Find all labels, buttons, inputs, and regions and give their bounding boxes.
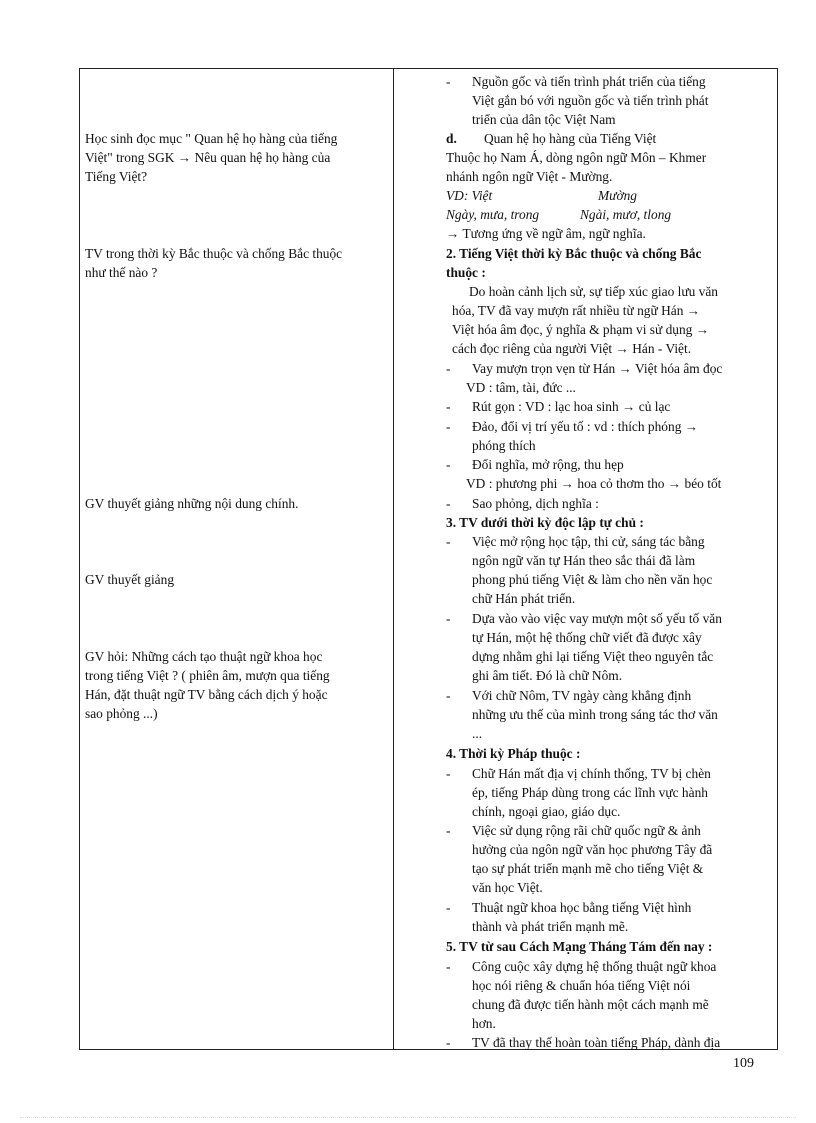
bullet-dash: - <box>446 361 451 376</box>
bullet-dash: - <box>446 611 451 626</box>
bullet-dash: - <box>446 900 451 915</box>
s3-bullet1-line1: Việc mở rộng học tập, thi cử, sáng tác bằng <box>472 534 705 549</box>
page-number: 109 <box>733 1056 754 1071</box>
s3-bullet2-line4: ghi âm tiết. Đó là chữ Nôm. <box>472 668 623 683</box>
s3-bullet2-line2: tự Hán, một hệ thống chữ viết đã được xây <box>472 630 702 645</box>
example-head-right: Mường <box>598 188 637 203</box>
s5-bullet1-line3: chung đã được tiến hành một cách mạnh mẽ <box>472 997 709 1012</box>
bullet-dash: - <box>446 74 451 89</box>
s2-bullet5: Sao phỏng, dịch nghĩa : <box>472 496 599 511</box>
s3-bullet3-line2: những ưu thế của mình trong sáng tác thơ văn <box>472 707 718 722</box>
correspond-line: → Tương ứng về ngữ âm, ngữ nghĩa. <box>446 226 646 241</box>
s5-bullet1-line1: Công cuộc xây dựng hệ thống thuật ngữ khoa <box>472 959 717 974</box>
s4-bullet3-line2: thành và phát triển mạnh mẽ. <box>472 919 629 934</box>
bullet-dash: - <box>446 766 451 781</box>
left-q5-line3: Hán, đặt thuật ngữ TV bằng cách dịch ý hoặc <box>85 687 328 702</box>
column-divider <box>393 68 394 1050</box>
s4-bullet2-line1: Việc sử dụng rộng rãi chữ quốc ngữ & ảnh <box>472 823 701 838</box>
left-q5-line1: GV hỏi: Những cách tạo thuật ngữ khoa học <box>85 649 323 664</box>
s2-bullet1-example: VD : tâm, tài, đức ... <box>466 380 576 395</box>
origin-line3: triển của dân tộc Việt Nam <box>472 112 616 127</box>
section-2-para-line4: cách đọc riêng của người Việt → Hán - Việt. <box>452 341 692 356</box>
example-left: Ngày, mưa, trong <box>446 207 540 222</box>
section-2-title-line2: thuộc : <box>446 265 486 280</box>
bullet-dash: - <box>446 688 451 703</box>
s5-bullet2: TV đã thay thế hoàn toàn tiếng Pháp, dành địa <box>472 1035 721 1050</box>
section-d-label: d. <box>446 131 457 146</box>
section-5-title: 5. TV từ sau Cách Mạng Tháng Tám đến nay : <box>446 939 713 954</box>
s2-bullet2: Rút gọn : VD : lạc hoa sinh → củ lạc <box>472 399 671 414</box>
section-2-para-line1: Do hoàn cảnh lịch sử, sự tiếp xúc giao lưu văn <box>469 284 718 299</box>
bullet-dash: - <box>446 419 451 434</box>
s2-bullet1: Vay mượn trọn vẹn từ Hán → Việt hóa âm đọc <box>472 361 723 376</box>
s4-bullet1-line1: Chữ Hán mất địa vị chính thống, TV bị chèn <box>472 766 711 781</box>
origin-line1: Nguồn gốc và tiến trình phát triển của tiếng <box>472 74 706 89</box>
example-right: Ngài, mươ, tlong <box>580 207 672 222</box>
s3-bullet1-line4: chữ Hán phát triển. <box>472 591 576 606</box>
bullet-dash: - <box>446 496 451 511</box>
s2-bullet4: Đổi nghĩa, mở rộng, thu hẹp <box>472 457 624 472</box>
s3-bullet1-line3: phong phú tiếng Việt & làm cho nền văn học <box>472 572 713 587</box>
s4-bullet2-line3: tạo sự phát triển mạnh mẽ cho tiếng Việt & <box>472 861 704 876</box>
family-line2: nhánh ngôn ngữ Việt - Mường. <box>446 169 613 184</box>
family-line1: Thuộc họ Nam Á, dòng ngôn ngữ Môn – Khmer <box>446 150 707 165</box>
section-2-para-line2: hóa, TV đã vay mượn rất nhiều từ ngữ Hán → <box>452 303 701 318</box>
bullet-dash: - <box>446 959 451 974</box>
s2-bullet3-line2: phóng thích <box>472 438 536 453</box>
s3-bullet2-line1: Dựa vào vào việc vay mượn một số yếu tố văn <box>472 611 722 626</box>
section-4-title: 4. Thời kỳ Pháp thuộc : <box>446 746 581 761</box>
s3-bullet3-line1: Với chữ Nôm, TV ngày càng khẳng định <box>472 688 692 703</box>
left-q1-line2: Việt" trong SGK → Nêu quan hệ họ hàng của <box>85 150 331 165</box>
section-2-title-line1: 2. Tiếng Việt thời kỳ Bắc thuộc và chống Bắc <box>446 246 702 261</box>
s4-bullet3-line1: Thuật ngữ khoa học bằng tiếng Việt hình <box>472 900 692 915</box>
s5-bullet1-line2: học nói riêng & chuẩn hóa tiếng Việt nói <box>472 978 691 993</box>
s4-bullet2-line4: văn học Việt. <box>472 880 543 895</box>
s2-bullet3-line1: Đảo, đổi vị trí yếu tố : vd : thích phóng → <box>472 419 699 434</box>
section-2-para-line3: Việt hóa âm đọc, ý nghĩa & phạm vi sử dụng → <box>452 322 710 337</box>
s4-bullet1-line3: chính, ngoại giao, giáo dục. <box>472 804 621 819</box>
section-d-title: Quan hệ họ hàng của Tiếng Việt <box>484 131 657 146</box>
s4-bullet2-line2: hưởng của ngôn ngữ văn học phương Tây đã <box>472 842 713 857</box>
bullet-dash: - <box>446 1035 451 1050</box>
bullet-dash: - <box>446 457 451 472</box>
s3-bullet1-line2: ngôn ngữ văn tự Hán theo sắc thái đã làm <box>472 553 696 568</box>
bullet-dash: - <box>446 534 451 549</box>
left-q4: GV thuyết giảng <box>85 572 175 587</box>
origin-line2: Việt gắn bó với nguồn gốc và tiến trình phát <box>472 93 709 108</box>
s3-bullet2-line3: dựng nhằm ghi lại tiếng Việt theo nguyên tắc <box>472 649 714 664</box>
left-q2-line1: TV trong thời kỳ Bắc thuộc và chống Bắc thuộc <box>85 246 343 261</box>
s5-bullet1-line4: hơn. <box>472 1016 496 1031</box>
s3-bullet3-line3: ... <box>472 726 483 741</box>
section-3-title: 3. TV dưới thời kỳ độc lập tự chủ : <box>446 515 644 530</box>
left-q5-line4: sao phỏng ...) <box>85 706 158 721</box>
page-edge <box>20 1117 796 1118</box>
example-head-left: VD: Việt <box>446 188 493 203</box>
s2-bullet4-example: VD : phương phi → hoa cỏ thơm tho → béo tốt <box>466 476 722 491</box>
bullet-dash: - <box>446 399 451 414</box>
s4-bullet1-line2: ép, tiếng Pháp dùng trong các lĩnh vực hành <box>472 785 708 800</box>
left-q1-line3: Tiếng Việt? <box>85 169 148 184</box>
left-q2-line2: như thế nào ? <box>85 265 158 280</box>
bullet-dash: - <box>446 823 451 838</box>
left-q1-line1: Học sinh đọc mục " Quan hệ họ hàng của tiếng <box>85 131 338 146</box>
left-q3: GV thuyết giảng những nội dung chính. <box>85 496 299 511</box>
left-q5-line2: trong tiếng Việt ? ( phiên âm, mượn qua tiếng <box>85 668 330 683</box>
